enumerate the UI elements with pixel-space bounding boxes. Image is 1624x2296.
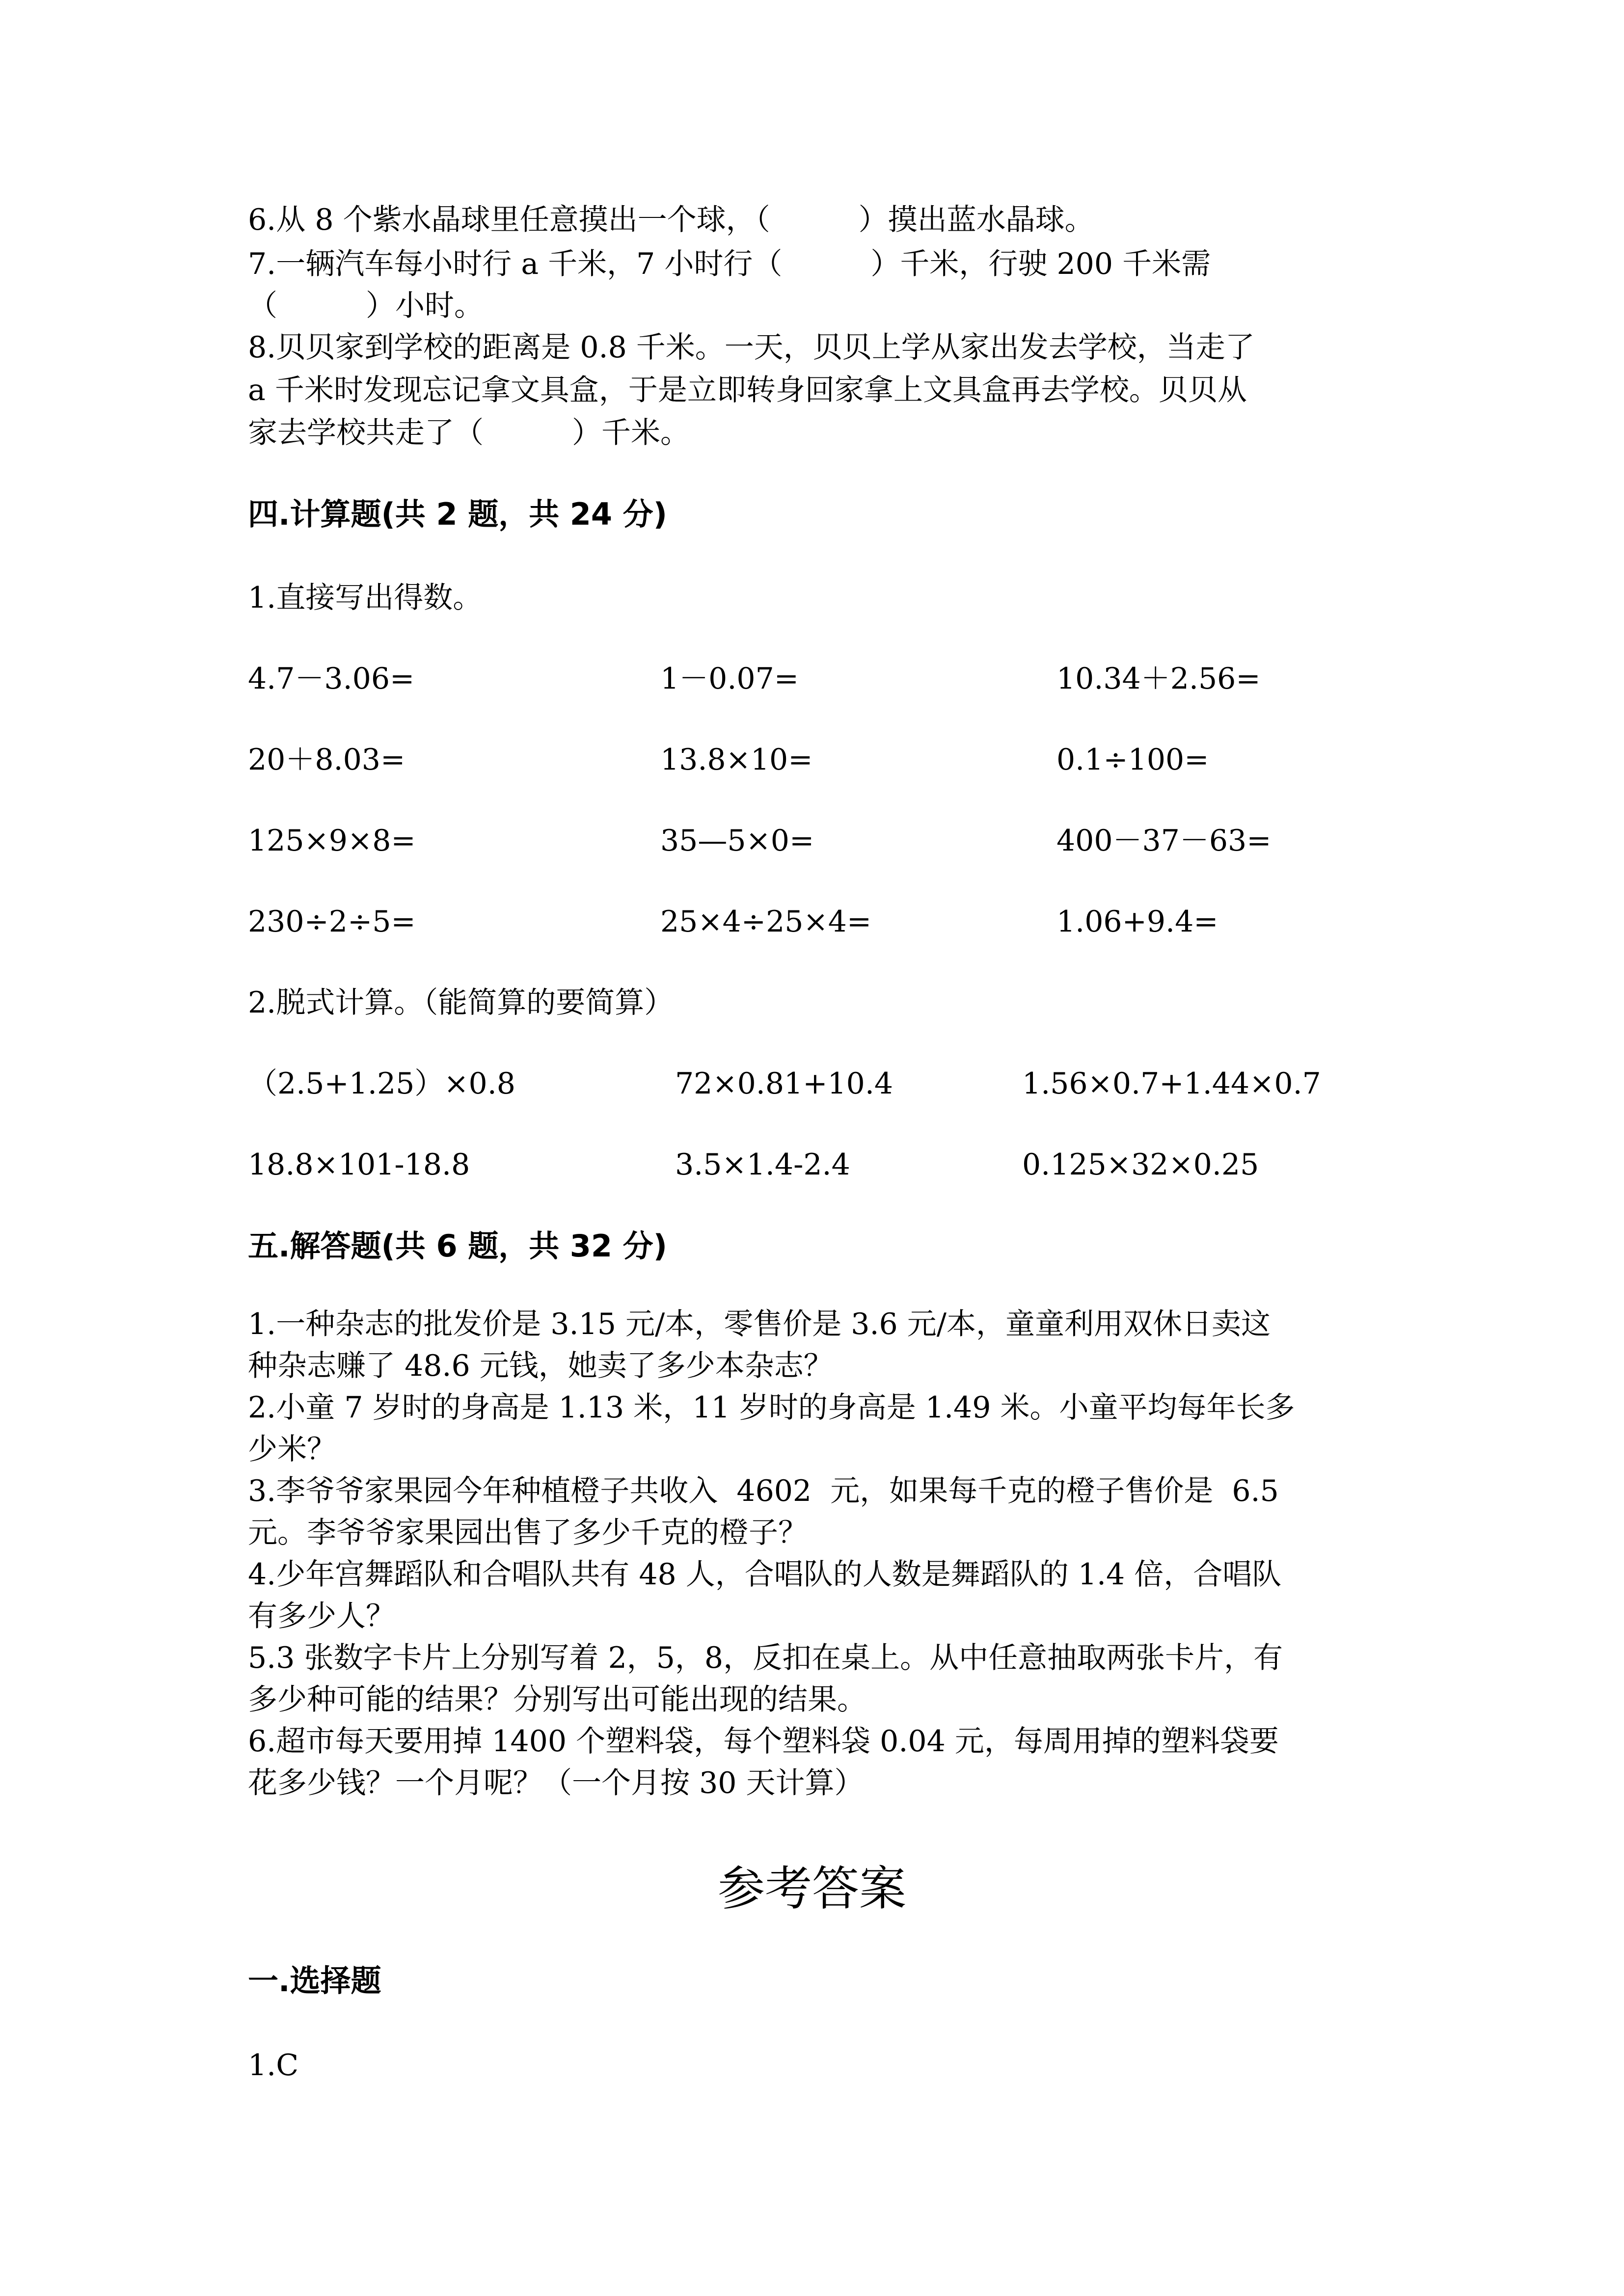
fill-question-8-line-2: a 千米时发现忘记拿文具盒，于是立即转身回家拿上文具盒再去学校。贝贝从 <box>248 373 1247 407</box>
word-problem-line: 元。李爷爷家果园出售了多少千克的橙子？ <box>248 1516 808 1550</box>
word-problem-line: 6.超市每天要用掉 1400 个塑料袋，每个塑料袋 0.04 元，每周用掉的塑料袋要 <box>248 1724 1279 1759</box>
section-5-heading: 五.解答题(共 6 题，共 32 分) <box>248 1228 667 1264</box>
word-problem-line: 少米？ <box>248 1432 336 1467</box>
answer-key-title: 参考答案 <box>718 1861 906 1916</box>
fill-question-7-line-1: 7.一辆汽车每小时行 a 千米，7 小时行（ ）千米，行驶 200 千米需 <box>248 247 1211 281</box>
fill-question-8-line-3: 家去学校共走了（ ）千米。 <box>248 416 690 450</box>
written-calc-item: 1.56×0.7+1.44×0.7 <box>1022 1067 1321 1101</box>
oral-calc-item: 35—5×0= <box>660 824 814 858</box>
fill-question-6: 6.从 8 个紫水晶球里任意摸出一个球，（ ）摸出蓝水晶球。 <box>248 203 1094 237</box>
written-calc-item: 0.125×32×0.25 <box>1022 1148 1259 1182</box>
oral-calc-item: 400－37－63= <box>1056 824 1272 858</box>
written-calc-item: 72×0.81+10.4 <box>675 1067 893 1101</box>
oral-calc-item: 0.1÷100= <box>1056 743 1209 777</box>
oral-calc-item: 1.06+9.4= <box>1056 905 1218 939</box>
section-4-heading: 四.计算题(共 2 题，共 24 分) <box>248 496 667 532</box>
written-calc-item: 18.8×101-18.8 <box>248 1148 470 1182</box>
oral-calc-item: 10.34＋2.56= <box>1056 662 1261 696</box>
word-problem-line: 2.小童 7 岁时的身高是 1.13 米，11 岁时的身高是 1.49 米。小童平均每年长多 <box>248 1390 1295 1425</box>
fill-question-8-line-1: 8.贝贝家到学校的距离是 0.8 千米。一天，贝贝上学从家出发去学校，当走了 <box>248 330 1255 365</box>
word-problem-line: 有多少人？ <box>248 1599 395 1633</box>
written-calc-item: （2.5+1.25）×0.8 <box>248 1067 515 1101</box>
calc-question-2: 2.脱式计算。（能简算的要简算） <box>248 986 674 1020</box>
word-problem-line: 种杂志赚了 48.6 元钱，她卖了多少本杂志？ <box>248 1349 833 1383</box>
oral-calc-item: 125×9×8= <box>248 824 416 858</box>
calc-question-1: 1.直接写出得数。 <box>248 581 483 615</box>
word-problem-line: 3.李爷爷家果园今年种植橙子共收入 4602 元，如果每千克的橙子售价是 6.5 <box>248 1474 1279 1508</box>
oral-calc-item: 1－0.07= <box>660 662 799 696</box>
oral-calc-item: 20＋8.03= <box>248 743 406 777</box>
word-problem-line: 1.一种杂志的批发价是 3.15 元/本，零售价是 3.6 元/本，童童利用双休日卖这 <box>248 1307 1271 1341</box>
answer-section-1-heading: 一.选择题 <box>248 1963 381 1999</box>
written-calc-item: 3.5×1.4-2.4 <box>675 1148 850 1182</box>
word-problem-line: 4.少年宫舞蹈队和合唱队共有 48 人，合唱队的人数是舞蹈队的 1.4 倍，合唱队 <box>248 1557 1282 1592</box>
oral-calc-item: 4.7－3.06= <box>248 662 415 696</box>
oral-calc-item: 25×4÷25×4= <box>660 905 872 939</box>
oral-calc-item: 13.8×10= <box>660 743 813 777</box>
word-problem-line: 多少种可能的结果？分别写出可能出现的结果。 <box>248 1682 866 1717</box>
fill-question-7-line-2: （ ）小时。 <box>248 289 484 323</box>
answer-item: 1.C <box>248 2048 299 2082</box>
oral-calc-item: 230÷2÷5= <box>248 905 416 939</box>
word-problem-line: 花多少钱？一个月呢？（一个月按 30 天计算） <box>248 1766 864 1800</box>
word-problem-line: 5.3 张数字卡片上分别写着 2，5，8，反扣在桌上。从中任意抽取两张卡片，有 <box>248 1641 1283 1675</box>
